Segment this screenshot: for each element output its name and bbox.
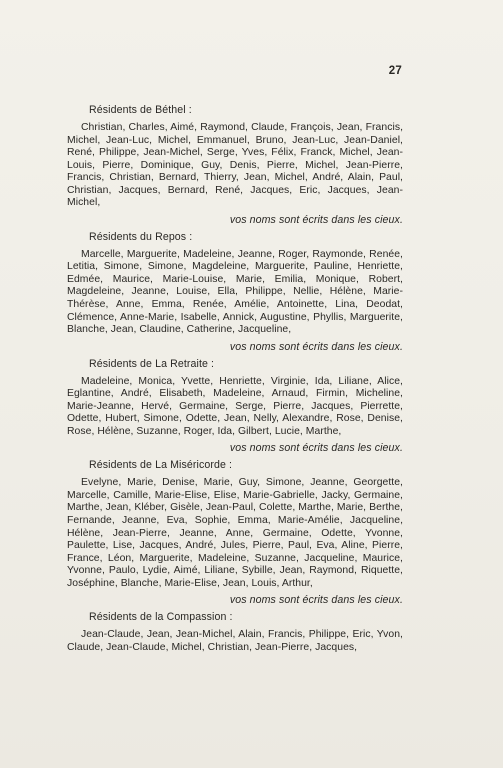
names-paragraph: Marcelle, Marguerite, Madeleine, Jeanne, Roger, Raymonde, Renée, Letitia, Simone, Simone, Magdeleine, Marguerite, Pauline, Henriette, Edmée, Maurice, Marie-Louise, Marie, Emilia, Monique, Robert, Magdeleine, Jeanne, Louise, Ella, Philippe, Nellie, Hélène, Marie-Thérèse, Anne, Emma, Renée, Amélie, Antoinette, Lina, Deodat, Clémence, Anne-Marie, Isabelle, Annick, Augustine, Phyllis, Marguerite, Blanche, Jean, Claudine, Catherine, Jacqueline, [67,248,403,336]
names-paragraph: Christian, Charles, Aimé, Raymond, Claude, François, Jean, Francis, Michel, Jean-Luc, Michel, Emmanuel, Bruno, Jean-Luc, Jean-Daniel, René, Philippe, Jean-Michel, Serge, Yves, Félix, Franck, Michel, Jean-Louis, Pierre, Dominique, Guy, Denis, Pierre, Michel, Jean-Pierre, Francis, Christian, Bernard, Thierry, Jean, Michel, André, Alain, Paul, Christian, Jacques, Bernard, René, Jacques, Eric, Jacques, Jean-Michel, [67,122,403,209]
refrain-line: vos noms sont écrits dans les cieux. [229,594,403,607]
section-heading: Résidents du Repos : [89,230,193,243]
refrain-line: vos noms sont écrits dans les cieux. [229,442,403,455]
page-body [67,104,403,654]
section-retraite [67,358,403,456]
names-paragraph: Madeleine, Monica, Yvette, Henriette, Virginie, Ida, Liliane, Alice, Eglantine, André, Elisabeth, Madeleine, Arnaud, Firmin, Micheline, Marie-Jeanne, Hervé, Germaine, Serge, Pierre, Jacques, Pierrette, Odette, Hubert, Simone, Odette, Jean, Nelly, Alexandre, Rose, Denise, Rose, Hélène, Suzanne, Roger, Ida, Gilbert, Lucie, Marthe, [67,375,403,437]
section-heading: Résidents de la Compassion : [89,611,233,624]
page-number: 27 [388,65,402,77]
section-compassion [67,611,403,654]
section-heading: Résidents de La Retraite : [89,357,215,370]
refrain-line: vos noms sont écrits dans les cieux. [229,340,403,353]
section-bethel [67,104,403,227]
names-paragraph: Jean-Claude, Jean, Jean-Michel, Alain, Francis, Philippe, Eric, Yvon, Claude, Jean-Claude, Michel, Christian, Jean-Pierre, Jacques, [67,629,403,653]
names-paragraph: Evelyne, Marie, Denise, Marie, Guy, Simone, Jeanne, Georgette, Marcelle, Camille, Marie-Elise, Elise, Marie-Gabrielle, Jacky, Germaine, Marthe, Jean, Kléber, Gisèle, Jean-Paul, Colette, Marthe, Marie, Berthe, Fernande, Jeanne, Eva, Sophie, Emma, Marie-Amélie, Jacqueline, Hélène, Jean-Pierre, Jeanne, Anne, Germaine, Odette, Yvonne, Paulette, Lise, Jacques, André, Jules, Pierre, Paul, Eva, Aline, Pierre, France, Léon, Marguerite, Madeleine, Suzanne, Jacqueline, Maurice, Yvonne, Paulo, Lydie, Aimé, Liliane, Sybille, Jean, Raymond, Riquette, Joséphine, Blanche, Marie-Elise, Jean, Louis, Arthur, [67,477,403,589]
section-heading: Résidents de Béthel : [89,104,192,116]
section-heading: Résidents de La Miséricorde : [89,459,233,472]
section-repos [67,231,403,354]
section-misericorde [67,459,403,607]
refrain-line: vos noms sont écrits dans les cieux. [229,213,403,226]
